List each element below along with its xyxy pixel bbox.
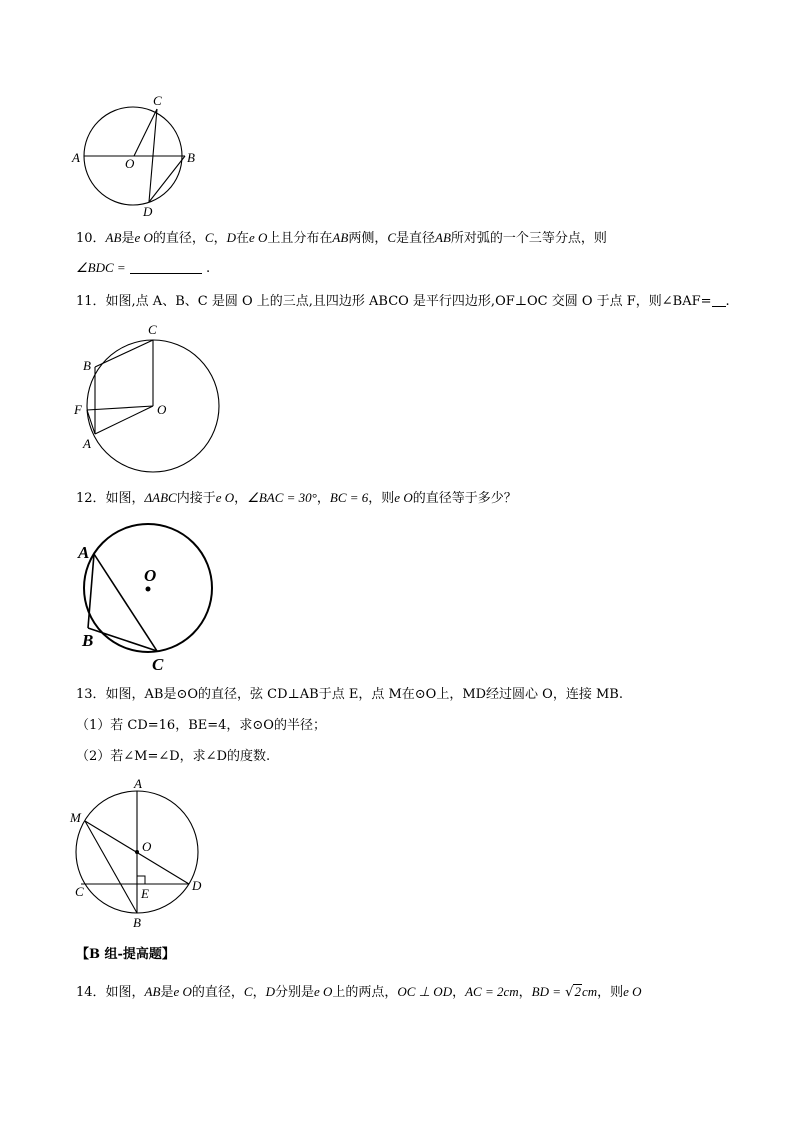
question-13-part-2: （2）若∠M=∠D，求∠D的度数. — [76, 749, 271, 764]
label-f: F — [74, 402, 82, 417]
figure-circle-acbd — [70, 90, 200, 220]
label-o: O — [142, 839, 152, 854]
figure-parallelogram-abco — [72, 320, 232, 480]
label-b: B — [133, 915, 141, 930]
question-13-text: 13．如图，AB是⊙O的直径，弦 CD⊥AB于点 E，点 M在⊙O上，MD经过圆心 O，连接 MB. — [76, 687, 623, 702]
label-b: B — [187, 150, 195, 165]
label-b: B — [82, 631, 94, 650]
label-d: D — [143, 204, 153, 219]
answer-blank — [712, 292, 726, 307]
label-b: B — [83, 358, 91, 373]
question-11-text: 11．如图,点 A、B、C 是圆 O 上的三点,且四边形 ABCO 是平行四边形,OF⊥OC 交圆 O 于点 F，则∠BAF= . — [76, 294, 730, 309]
label-e: E — [141, 886, 149, 901]
question-10-line-1: 10．AB是e O的直径，C，D在e O上且分布在AB两侧，C是直径AB所对弧的一个三等分点，则 — [76, 230, 607, 246]
label-c: C — [152, 655, 164, 674]
label-a: A — [83, 436, 91, 451]
label-c: C — [148, 322, 157, 337]
figure-inscribed-triangle — [72, 518, 232, 678]
question-10-line-2: ∠BDC = . — [76, 260, 211, 276]
question-14-text: 14．如图，AB是e O的直径，C，D分别是e O上的两点，OC ⊥ OD，AC = 2cm，BD = √2cm，则e O — [76, 984, 642, 1000]
label-o: O — [144, 566, 157, 585]
label-m: M — [70, 810, 81, 825]
label-c: C — [153, 93, 162, 108]
label-a: A — [78, 543, 90, 562]
label-o: O — [157, 402, 167, 417]
section-heading: 【B 组-提高题】 — [76, 947, 175, 962]
label-d: D — [192, 878, 202, 893]
label-a: A — [72, 150, 80, 165]
label-a: A — [134, 776, 142, 791]
figure-chord-perpendicular — [68, 774, 218, 934]
question-13-part-1: （1）若 CD=16，BE=4，求⊙O的半径； — [76, 718, 326, 733]
answer-blank — [130, 259, 202, 274]
label-c: C — [75, 884, 84, 899]
question-12-text: 12．如图，ΔABC内接于e O，∠BAC = 30°，BC = 6，则e O的直径等于多少？ — [76, 490, 517, 506]
label-o: O — [125, 156, 135, 171]
